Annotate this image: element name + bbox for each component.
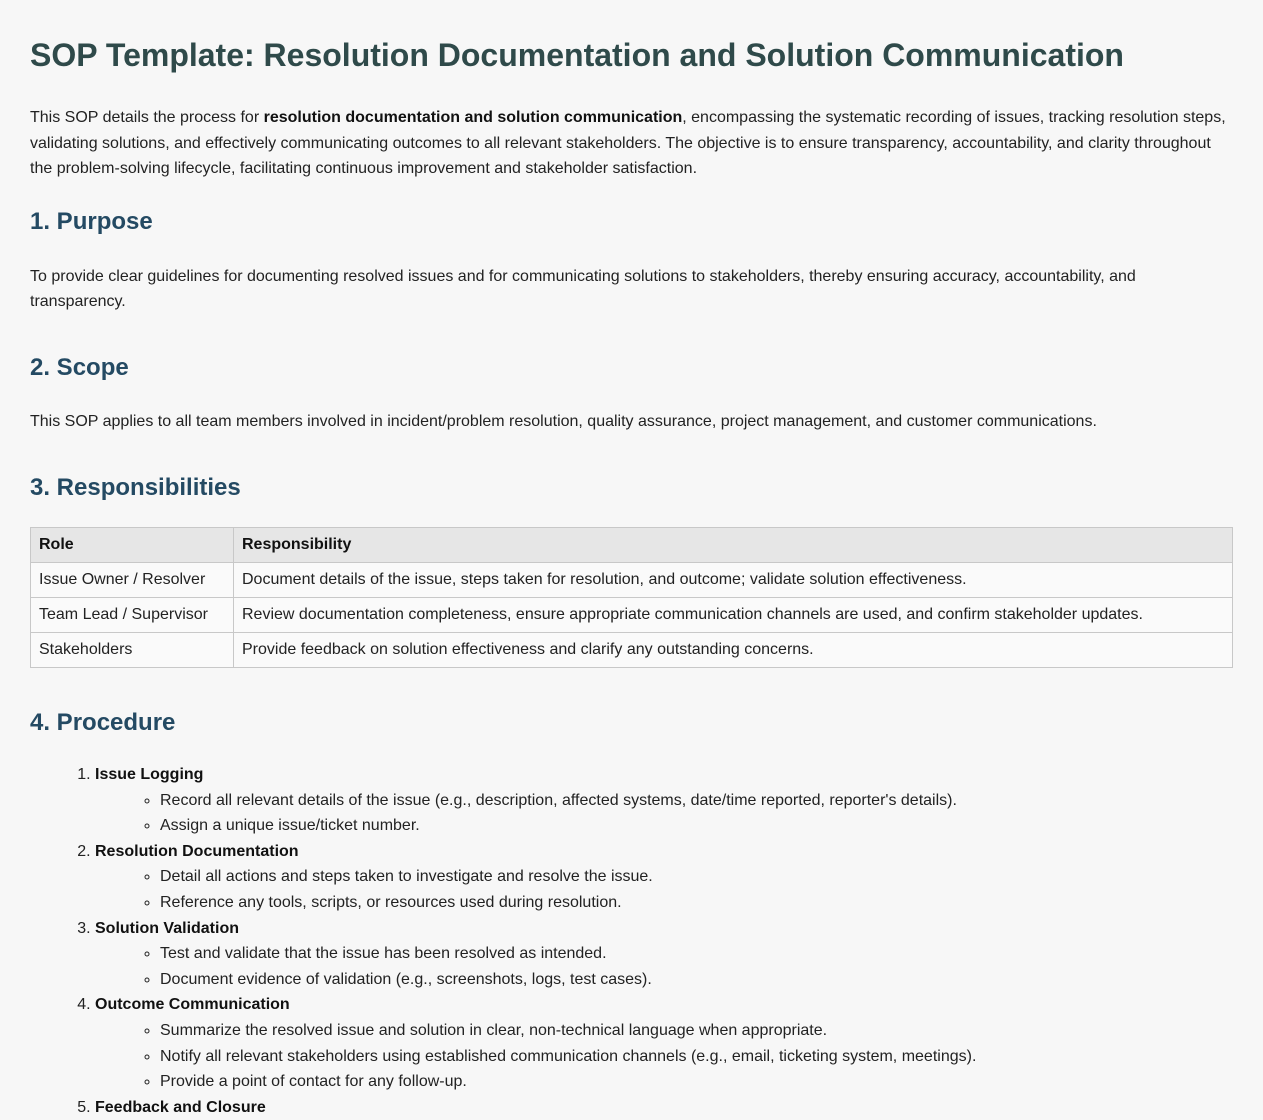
step-title: Outcome Communication	[95, 996, 290, 1014]
procedure-step	[95, 916, 1233, 993]
list-item: ◦ Assign a unique issue/ticket number.	[160, 813, 1233, 839]
role-cell: Stakeholders	[31, 633, 234, 668]
procedure-heading: 4. Procedure	[30, 709, 176, 736]
procedure-step	[95, 839, 1233, 916]
list-item: ◦ Reference any tools, scripts, or resources used during resolution.	[160, 890, 1233, 916]
intro-text-after: , encompassing the systematic recording of issues, tracking resolution steps, validating solutions, and effectively communicating outcomes to all relevant stakeholders. The objective is to ensure transparency, accountability, and clarity throughout the problem-solving lifecycle, facilitating continuous improvement and stakeholder satisfaction.	[30, 109, 1226, 177]
step-items	[95, 788, 1233, 839]
page-title: SOP Template: Resolution Documentation and Solution Communication	[30, 37, 1124, 73]
table-row	[31, 633, 1233, 668]
role-cell: Issue Owner / Resolver	[31, 563, 234, 598]
list-item: ◦ Detail all actions and steps taken to investigate and resolve the issue.	[160, 864, 1233, 890]
list-item: ◦ Provide a point of contact for any follow-up.	[160, 1069, 1233, 1095]
list-item: ◦ Document evidence of validation (e.g., screenshots, logs, test cases).	[160, 967, 1233, 993]
column-header-responsibility: Responsibility	[234, 528, 1233, 563]
column-header-role: Role	[31, 528, 234, 563]
step-title: Issue Logging	[95, 766, 204, 783]
intro-text-bold: resolution documentation and solution communication	[263, 109, 683, 126]
step-title: Feedback and Closure	[95, 1098, 266, 1116]
scope-text: This SOP applies to all team members involved in incident/problem resolution, quality assurance, project management, and customer communications.	[30, 412, 1097, 430]
step-items	[95, 941, 1233, 992]
responsibility-cell: Review documentation completeness, ensure appropriate communication channels are used, and confirm stakeholder updates.	[234, 598, 1233, 633]
list-item: ◦ Summarize the resolved issue and solution in clear, non-technical language when appropriate.	[160, 1018, 1233, 1044]
step-title: Solution Validation	[95, 919, 239, 937]
responsibilities-heading: 3. Responsibilities	[30, 474, 241, 501]
list-item: ◦ Record all relevant details of the issue (e.g., description, affected systems, date/time reported, reporter's details).	[160, 788, 1233, 814]
purpose-heading: 1. Purpose	[30, 207, 153, 235]
responsibility-cell: Document details of the issue, steps taken for resolution, and outcome; validate solution effectiveness.	[234, 563, 1233, 598]
role-cell: Team Lead / Supervisor	[31, 598, 234, 633]
responsibilities-table	[30, 527, 1233, 668]
intro-paragraph	[30, 105, 1233, 182]
step-items	[95, 1018, 1233, 1095]
list-item: ◦ Test and validate that the issue has been resolved as intended.	[160, 941, 1233, 967]
scope-heading: 2. Scope	[30, 353, 129, 381]
table-header-row	[31, 528, 1233, 563]
procedure-steps	[30, 762, 1233, 1120]
step-items	[95, 864, 1233, 915]
intro-text-before: This SOP details the process for	[30, 109, 264, 126]
procedure-step	[95, 992, 1233, 1094]
list-item: ◦ Notify all relevant stakeholders using established communication channels (e.g., email, ticketing system, meetings).	[160, 1044, 1233, 1070]
table-row	[31, 563, 1233, 598]
procedure-step	[95, 1095, 1233, 1120]
responsibility-cell: Provide feedback on solution effectiveness and clarify any outstanding concerns.	[234, 633, 1233, 668]
table-row	[31, 598, 1233, 633]
step-title: Resolution Documentation	[95, 842, 299, 860]
procedure-step	[95, 762, 1233, 839]
purpose-text: To provide clear guidelines for documenting resolved issues and for communicating solutions to stakeholders, thereby ensuring accuracy, accountability, and transparency.	[30, 267, 1136, 310]
